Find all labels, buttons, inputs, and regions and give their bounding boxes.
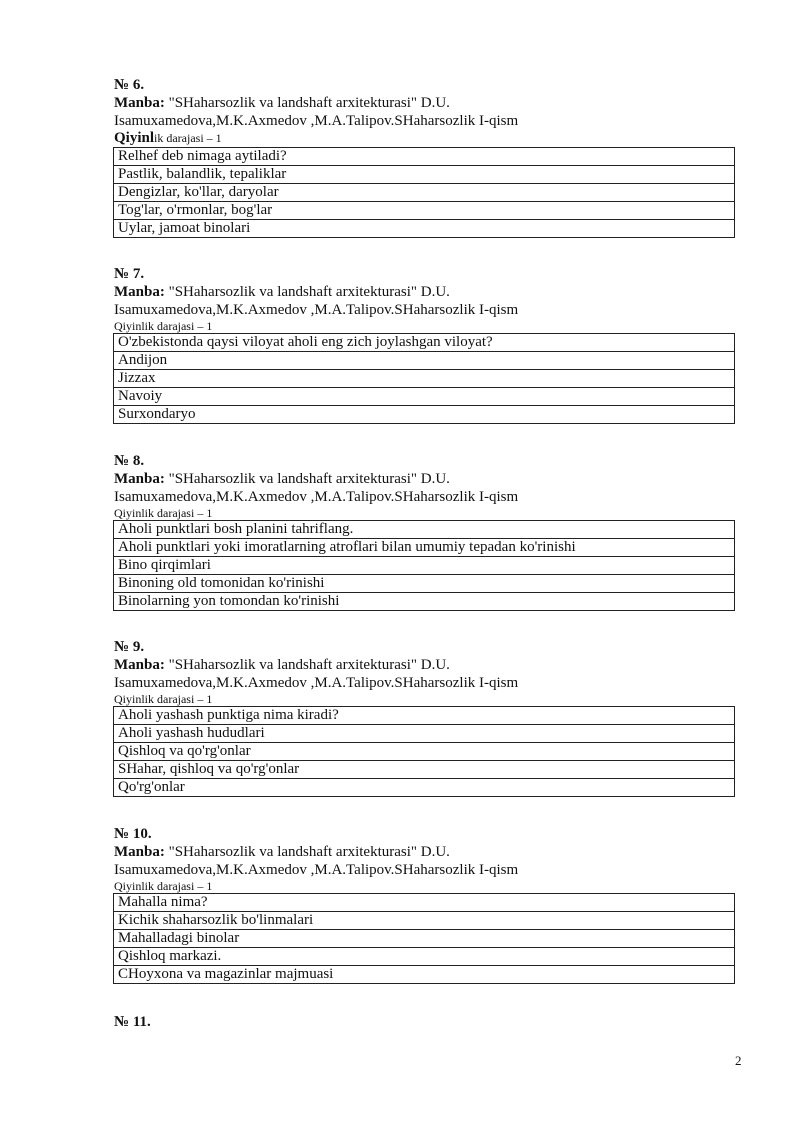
question-row xyxy=(114,894,735,912)
answer-row xyxy=(114,930,735,948)
question-text: O'zbekistonda qaysi viloyat aholi eng zich joylashgan viloyat? xyxy=(114,334,735,352)
answer-option: Pastlik, balandlik, tepaliklar xyxy=(114,166,735,184)
question-number: № 11. xyxy=(114,1014,151,1030)
answer-row xyxy=(114,912,735,930)
answer-option: Mahalladagi binolar xyxy=(114,930,735,948)
answer-row xyxy=(114,370,735,388)
question-row xyxy=(114,521,735,539)
answer-option: Uylar, jamoat binolari xyxy=(114,220,735,238)
answer-row xyxy=(114,406,735,424)
answer-row xyxy=(114,388,735,406)
question-text: Aholi punktlari bosh planini tahriflang. xyxy=(114,521,735,539)
source-label: Manba: xyxy=(114,657,165,673)
question-number: № 6. xyxy=(114,77,145,93)
question-block-11 xyxy=(114,1013,736,1031)
answer-option: Navoiy xyxy=(114,388,735,406)
answer-row xyxy=(114,575,735,593)
question-table xyxy=(113,706,735,797)
source-title: "SHaharsozlik va landshaft arxitekturasi" D.U. xyxy=(164,844,450,860)
source-line xyxy=(114,470,736,488)
question-text: Mahalla nima? xyxy=(114,894,735,912)
source-line xyxy=(114,94,736,112)
answer-row xyxy=(114,539,735,557)
source-title: "SHaharsozlik va landshaft arxitekturasi" D.U. xyxy=(164,657,450,673)
question-table xyxy=(113,520,735,611)
source-authors: Isamuxamedova,M.K.Axmedov ,M.A.Talipov.SHaharsozlik I-qism xyxy=(114,675,519,691)
source-title: "SHaharsozlik va landshaft arxitekturasi" D.U. xyxy=(164,471,450,487)
difficulty-level: Qiyinlik darajasi – 1 xyxy=(114,692,213,706)
answer-option: Andijon xyxy=(114,352,735,370)
source-authors: Isamuxamedova,M.K.Axmedov ,M.A.Talipov.SHaharsozlik I-qism xyxy=(114,302,519,318)
answer-option: Aholi punktlari yoki imoratlarning atroflari bilan umumiy tepadan ko'rinishi xyxy=(114,539,735,557)
source-authors: Isamuxamedova,M.K.Axmedov ,M.A.Talipov.SHaharsozlik I-qism xyxy=(114,862,519,878)
answer-row xyxy=(114,725,735,743)
answer-option: CHoyxona va magazinlar majmuasi xyxy=(114,966,735,984)
source-title: "SHaharsozlik va landshaft arxitekturasi" D.U. xyxy=(164,95,450,111)
answer-option: Binoning old tomonidan ko'rinishi xyxy=(114,575,735,593)
answer-row xyxy=(114,593,735,611)
question-number: № 9. xyxy=(114,639,145,655)
answer-option: Bino qirqimlari xyxy=(114,557,735,575)
question-number: № 7. xyxy=(114,266,145,282)
source-label: Manba: xyxy=(114,284,165,300)
answer-row xyxy=(114,743,735,761)
difficulty-level: Qiyinlik darajasi – 1 xyxy=(114,506,213,520)
source-label: Manba: xyxy=(114,95,165,111)
answer-row xyxy=(114,557,735,575)
answer-option: Qo'rg'onlar xyxy=(114,779,735,797)
answer-row xyxy=(114,761,735,779)
question-table xyxy=(113,333,735,424)
difficulty-level: Qiyinlik darajasi – 1 xyxy=(114,879,213,893)
answer-row xyxy=(114,202,735,220)
source-line xyxy=(114,283,736,301)
question-block-8 xyxy=(114,452,736,611)
question-number: № 8. xyxy=(114,453,145,469)
answer-option: Qishloq markazi. xyxy=(114,948,735,966)
difficulty-level xyxy=(114,130,736,147)
answer-row xyxy=(114,220,735,238)
question-row xyxy=(114,334,735,352)
answer-row xyxy=(114,966,735,984)
difficulty-label-bold: Qiyinl xyxy=(114,130,155,146)
answer-option: Tog'lar, o'rmonlar, bog'lar xyxy=(114,202,735,220)
question-block-9 xyxy=(114,638,736,797)
answer-option: Binolarning yon tomondan ko'rinishi xyxy=(114,593,735,611)
question-row xyxy=(114,707,735,725)
question-block-10 xyxy=(114,825,736,984)
question-text: Relhef deb nimaga aytiladi? xyxy=(114,148,735,166)
source-authors: Isamuxamedova,M.K.Axmedov ,M.A.Talipov.SHaharsozlik I-qism xyxy=(114,489,519,505)
difficulty-label-rest: ik darajasi – 1 xyxy=(154,131,222,145)
question-table xyxy=(113,147,735,238)
source-line xyxy=(114,843,736,861)
source-authors: Isamuxamedova,M.K.Axmedov ,M.A.Talipov.SHaharsozlik I-qism xyxy=(114,113,519,129)
source-label: Manba: xyxy=(114,471,165,487)
answer-row xyxy=(114,166,735,184)
answer-row xyxy=(114,184,735,202)
question-text: Aholi yashash punktiga nima kiradi? xyxy=(114,707,735,725)
question-number: № 10. xyxy=(114,826,152,842)
answer-option: Kichik shaharsozlik bo'linmalari xyxy=(114,912,735,930)
answer-option: Dengizlar, ko'llar, daryolar xyxy=(114,184,735,202)
source-line xyxy=(114,656,736,674)
question-row xyxy=(114,148,735,166)
source-title: "SHaharsozlik va landshaft arxitekturasi" D.U. xyxy=(164,284,450,300)
answer-option: Jizzax xyxy=(114,370,735,388)
question-table xyxy=(113,893,735,984)
answer-row xyxy=(114,948,735,966)
answer-option: SHahar, qishloq va qo'rg'onlar xyxy=(114,761,735,779)
answer-option: Aholi yashash hududlari xyxy=(114,725,735,743)
answer-row xyxy=(114,352,735,370)
question-block-7 xyxy=(114,265,736,424)
source-label: Manba: xyxy=(114,844,165,860)
question-block-6 xyxy=(114,76,736,238)
difficulty-level: Qiyinlik darajasi – 1 xyxy=(114,319,213,333)
answer-row xyxy=(114,779,735,797)
page-number: 2 xyxy=(735,1053,742,1068)
answer-option: Surxondaryo xyxy=(114,406,735,424)
answer-option: Qishloq va qo'rg'onlar xyxy=(114,743,735,761)
